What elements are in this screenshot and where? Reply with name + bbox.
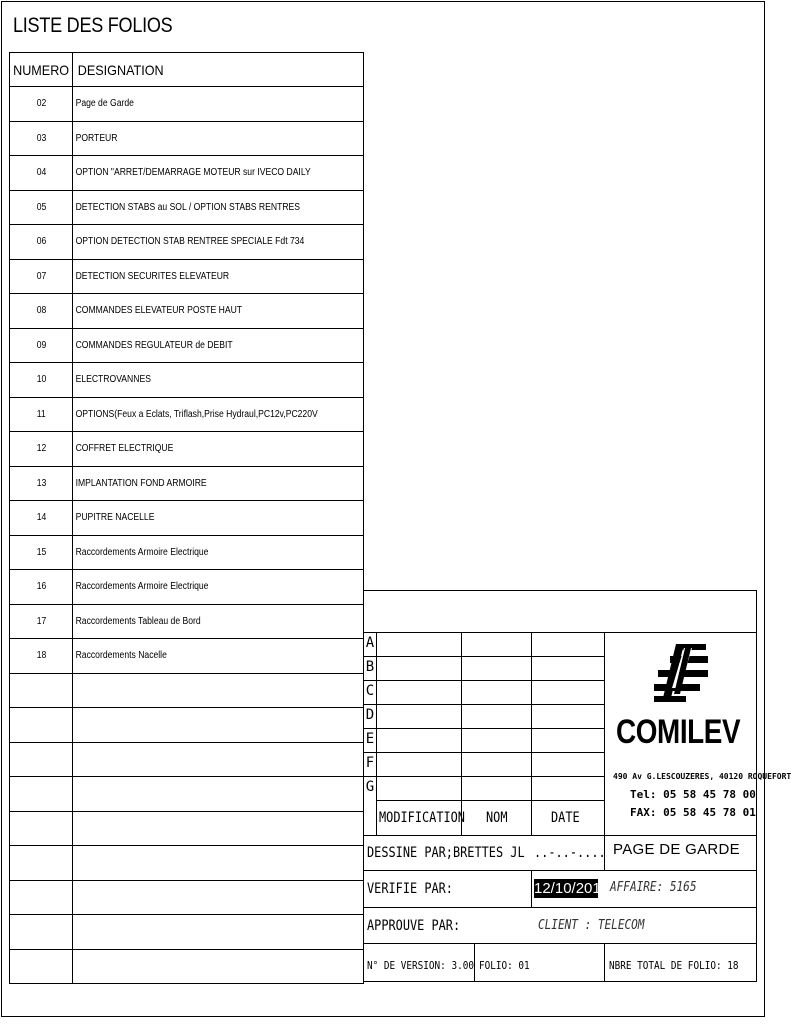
folio-number-cell (10, 742, 73, 777)
folio-designation-cell: Raccordements Nacelle (73, 639, 364, 674)
dessine-par: DESSINE PAR;BRETTES JL (367, 845, 525, 861)
folio-number-cell: 15 (10, 535, 73, 570)
folio-number-cell: 10 (10, 363, 73, 398)
folio-designation-cell (73, 880, 364, 915)
table-row (10, 604, 364, 639)
table-row (10, 708, 364, 743)
modification-label: MODIFICATION (379, 810, 465, 826)
affaire-number: AFFAIRE: 5165 (610, 880, 697, 895)
table-row (10, 949, 364, 984)
folio-designation-cell (73, 846, 364, 881)
folio-designation-cell: PORTEUR (73, 121, 364, 156)
table-row (10, 535, 364, 570)
table-row (10, 570, 364, 605)
folio-number-cell: 16 (10, 570, 73, 605)
folio-designation-cell (73, 811, 364, 846)
revision-letter: A (365, 635, 375, 651)
table-row (10, 639, 364, 674)
table-row (10, 501, 364, 536)
folio-number-cell: 06 (10, 225, 73, 260)
verifie-date: 12/10/2012 (534, 880, 610, 897)
folio-number-cell (10, 673, 73, 708)
nom-label: NOM (486, 810, 508, 826)
table-row (10, 190, 364, 225)
folio-number-cell: 13 (10, 466, 73, 501)
revision-letter: G (365, 779, 375, 795)
approuve-par: APPROUVE PAR: (367, 918, 461, 934)
page-type-title: PAGE DE GARDE (613, 841, 740, 858)
revision-letter: E (365, 731, 375, 747)
table-row (10, 156, 364, 191)
folio-designation-cell: DETECTION STABS au SOL / OPTION STABS RENTRES (73, 190, 364, 225)
folio-designation-cell: OPTIONS(Feux a Eclats, Triflash,Prise Hydraul,PC12v,PC220V (73, 397, 364, 432)
column-header-numero: NUMERO (10, 53, 73, 87)
table-row (10, 466, 364, 501)
folio-number-cell (10, 777, 73, 812)
folio-designation-cell (73, 777, 364, 812)
folio-number-cell: 11 (10, 397, 73, 432)
table-row (10, 742, 364, 777)
folio-number-cell: 09 (10, 328, 73, 363)
folio-number-cell: 07 (10, 259, 73, 294)
folio-designation-cell: Raccordements Tableau de Bord (73, 604, 364, 639)
folio-designation-cell: OPTION "ARRET/DEMARRAGE MOTEUR sur IVECO DAILY (73, 156, 364, 191)
version-number: N° DE VERSION: 3.00 (367, 959, 474, 972)
folio-number-cell (10, 846, 73, 881)
folio-number-cell: 14 (10, 501, 73, 536)
folio-number-cell (10, 880, 73, 915)
folio-number-cell (10, 949, 73, 984)
folio-designation-cell: Page de Garde (73, 87, 364, 122)
table-row (10, 363, 364, 398)
company-fax: FAX: 05 58 45 78 01 (630, 806, 756, 819)
revision-letter: B (365, 659, 375, 675)
folio-designation-cell (73, 708, 364, 743)
company-tel: Tel: 05 58 45 78 00 (630, 788, 756, 801)
table-row (10, 294, 364, 329)
folio-designation-cell: Raccordements Armoire Electrique (73, 535, 364, 570)
client-name: CLIENT : TELECOM (538, 918, 645, 933)
table-row (10, 121, 364, 156)
date-label: DATE (551, 810, 580, 826)
table-row (10, 87, 364, 122)
table-row (10, 328, 364, 363)
folio-number-cell: 12 (10, 432, 73, 467)
company-name: COMILEV (616, 713, 741, 751)
folio-number-cell: 03 (10, 121, 73, 156)
folio-number-cell: 18 (10, 639, 73, 674)
column-header-designation: DESIGNATION (73, 53, 364, 87)
folio-designation-cell: DETECTION SECURITES ELEVATEUR (73, 259, 364, 294)
dessine-date: ..-..-.... (534, 845, 606, 861)
folio-number-cell (10, 811, 73, 846)
folio-number-cell: 02 (10, 87, 73, 122)
table-row (10, 880, 364, 915)
folio-number-cell: 05 (10, 190, 73, 225)
table-row (10, 432, 364, 467)
folio-designation-cell (73, 949, 364, 984)
folio-number: FOLIO: 01 (479, 959, 530, 972)
revision-letter: C (365, 683, 375, 699)
folio-designation-cell: PUPITRE NACELLE (73, 501, 364, 536)
folio-designation-cell: COFFRET ELECTRIQUE (73, 432, 364, 467)
folio-designation-cell: OPTION DETECTION STAB RENTREE SPECIALE Fdt 734 (73, 225, 364, 260)
comilev-logo-icon (650, 644, 712, 708)
folio-number-cell: 17 (10, 604, 73, 639)
revision-letter: F (365, 755, 375, 771)
folio-number-cell (10, 708, 73, 743)
page-title: LISTE DES FOLIOS (13, 14, 173, 37)
folio-designation-cell: Raccordements Armoire Electrique (73, 570, 364, 605)
folio-designation-cell: ELECTROVANNES (73, 363, 364, 398)
folio-designation-cell (73, 673, 364, 708)
table-row (10, 846, 364, 881)
table-row (10, 777, 364, 812)
folio-designation-cell (73, 915, 364, 950)
revision-letter: D (365, 707, 375, 723)
folio-number-cell: 04 (10, 156, 73, 191)
folio-designation-cell: COMMANDES ELEVATEUR POSTE HAUT (73, 294, 364, 329)
folio-designation-cell: COMMANDES REGULATEUR de DEBIT (73, 328, 364, 363)
folio-designation-cell (73, 742, 364, 777)
table-row (10, 225, 364, 260)
verifie-par: VERIFIE PAR: (367, 881, 453, 897)
folio-designation-cell: IMPLANTATION FOND ARMOIRE (73, 466, 364, 501)
folio-list-table (9, 52, 364, 984)
table-row (10, 259, 364, 294)
table-row (10, 811, 364, 846)
table-row (10, 673, 364, 708)
table-row (10, 915, 364, 950)
folio-number-cell (10, 915, 73, 950)
company-address: 490 Av G.LESCOUZERES, 40120 ROQUEFORT (613, 772, 791, 781)
table-row (10, 397, 364, 432)
total-folios: NBRE TOTAL DE FOLIO: 18 (609, 959, 739, 972)
folio-number-cell: 08 (10, 294, 73, 329)
